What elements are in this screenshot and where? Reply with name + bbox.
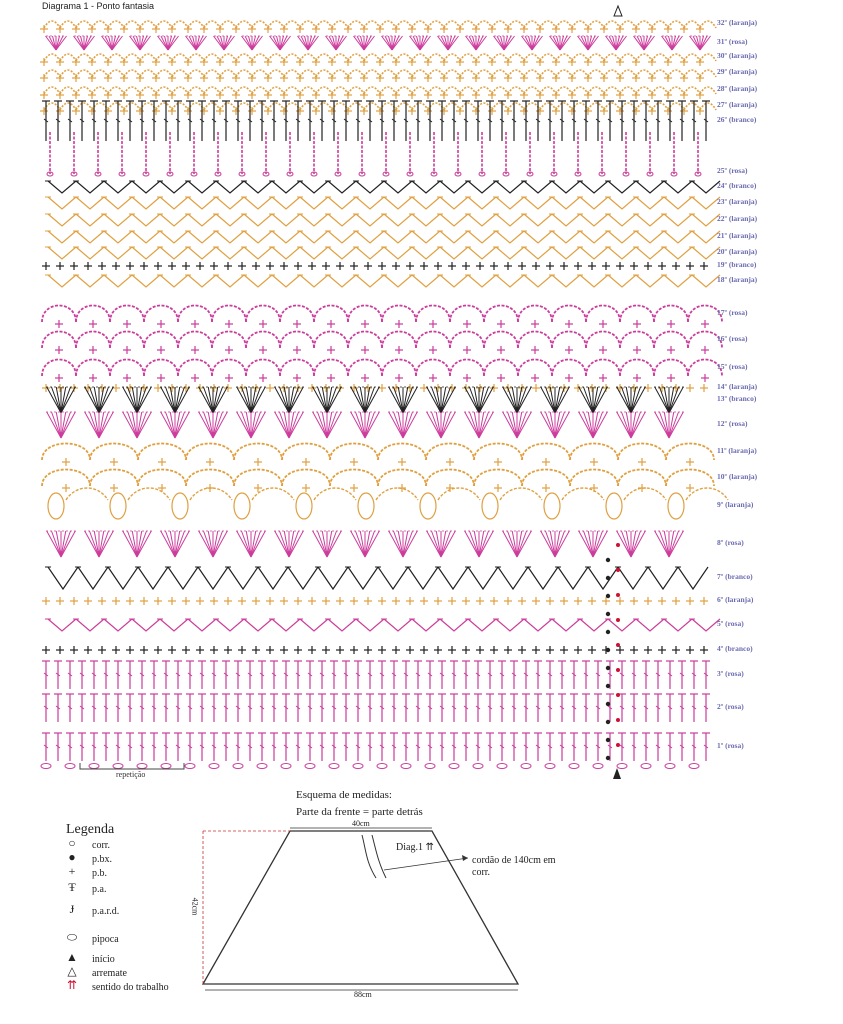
back-post-dc-icon: Ɉ <box>69 902 75 916</box>
chain-stitch-icon: ○ <box>68 836 76 850</box>
row-29 <box>40 70 716 82</box>
legend-label-4: p.a.r.d. <box>92 906 120 917</box>
row-18 <box>45 275 720 287</box>
row-label-3: 3º (rosa) <box>717 669 744 678</box>
row-label-1: 1º (rosa) <box>717 741 744 750</box>
row-label-10: 10º (laranja) <box>717 472 758 481</box>
row-20 <box>45 247 720 259</box>
legend-label-0: corr. <box>92 840 111 851</box>
slip-stitch-icon: ● <box>68 850 76 864</box>
row-label-32: 32º (laranja) <box>717 18 758 27</box>
row-25 <box>47 132 701 176</box>
row-label-11: 11º (laranja) <box>717 446 757 455</box>
row-31 <box>46 36 711 50</box>
row-label-14: 14º (laranja) <box>717 382 758 391</box>
row-15 <box>42 360 722 383</box>
bottom-width-label: 88cm <box>354 990 372 999</box>
row-label-19: 19º (branco) <box>717 260 757 269</box>
row-26 <box>42 101 710 141</box>
diagram-title: Diagrama 1 - Ponto fantasia <box>42 1 155 11</box>
double-crochet-icon: Ŧ <box>68 880 76 894</box>
row-label-26: 26º (branco) <box>717 115 757 124</box>
legend-label-6: início <box>92 954 115 965</box>
row-label-15: 15º (rosa) <box>717 362 748 371</box>
repeat-label: repetição <box>116 770 146 779</box>
row-label-25: 25º (rosa) <box>717 166 748 175</box>
row-label-12: 12º (rosa) <box>717 419 748 428</box>
row-label-28: 28º (laranja) <box>717 84 758 93</box>
legend-label-5: pipoca <box>92 934 119 945</box>
row-label-23: 23º (laranja) <box>717 197 758 206</box>
row-28 <box>40 87 716 99</box>
finish-icon: △ <box>67 964 77 978</box>
row-9 <box>48 488 728 519</box>
diagram-reference: Diag.1 ⇈ <box>396 842 434 853</box>
row-32 <box>40 21 716 33</box>
row-label-9: 9º (laranja) <box>717 500 754 509</box>
row-label-27: 27º (laranja) <box>717 100 758 109</box>
row-30 <box>40 54 716 66</box>
start-icon: ▲ <box>66 950 78 964</box>
row-24 <box>45 181 720 193</box>
legend-label-7: arremate <box>92 968 127 979</box>
height-label: 42cm <box>190 897 200 916</box>
row-21 <box>45 231 720 243</box>
row-label-16: 16º (rosa) <box>717 334 748 343</box>
single-crochet-icon: + <box>68 864 76 878</box>
row-label-21: 21º (laranja) <box>717 231 758 240</box>
schema-title: Esquema de medidas: <box>296 789 392 801</box>
legend-title: Legenda <box>66 822 115 837</box>
row-label-2: 2º (rosa) <box>717 702 744 711</box>
row-label-22: 22º (laranja) <box>717 214 758 223</box>
legend-label-2: p.b. <box>92 868 107 879</box>
legend-label-8: sentido do trabalho <box>92 982 169 993</box>
measurement-schema <box>203 828 518 990</box>
work-direction-icon: ⇈ <box>66 978 78 992</box>
row-label-6: 6º (laranja) <box>717 595 754 604</box>
row-19 <box>42 262 708 270</box>
row-label-31: 31º (rosa) <box>717 37 748 46</box>
row-11 <box>42 444 714 467</box>
row-2 <box>42 694 710 722</box>
row-label-18: 18º (laranja) <box>717 275 758 284</box>
popcorn-icon: ⬭ <box>66 930 78 944</box>
row-label-24: 24º (branco) <box>717 181 757 190</box>
row-1 <box>41 733 710 769</box>
row-label-8: 8º (rosa) <box>717 538 744 547</box>
top-width-label: 40cm <box>352 819 370 828</box>
cord-note: cordão de 140cm em corr. <box>472 855 556 878</box>
row-12 <box>46 412 684 438</box>
schema-subtitle: Parte da frente = parte detrás <box>296 806 423 818</box>
row-label-7: 7º (branco) <box>717 572 753 581</box>
row-label-13: 13º (branco) <box>717 394 757 403</box>
row-22 <box>45 214 720 226</box>
row-23 <box>45 197 720 209</box>
legend-label-1: p.bx. <box>92 854 112 865</box>
row-6 <box>42 597 708 605</box>
row-8 <box>46 531 684 557</box>
row-16 <box>42 332 722 355</box>
row-label-30: 30º (laranja) <box>717 51 758 60</box>
legend-label-3: p.a. <box>92 884 107 895</box>
row-13 <box>46 387 684 413</box>
row-label-4: 4º (branco) <box>717 644 753 653</box>
row-label-17: 17º (rosa) <box>717 308 748 317</box>
row-label-20: 20º (laranja) <box>717 247 758 256</box>
row-label-5: 5º (rosa) <box>717 619 744 628</box>
row-17 <box>42 306 722 329</box>
row-label-29: 29º (laranja) <box>717 67 758 76</box>
